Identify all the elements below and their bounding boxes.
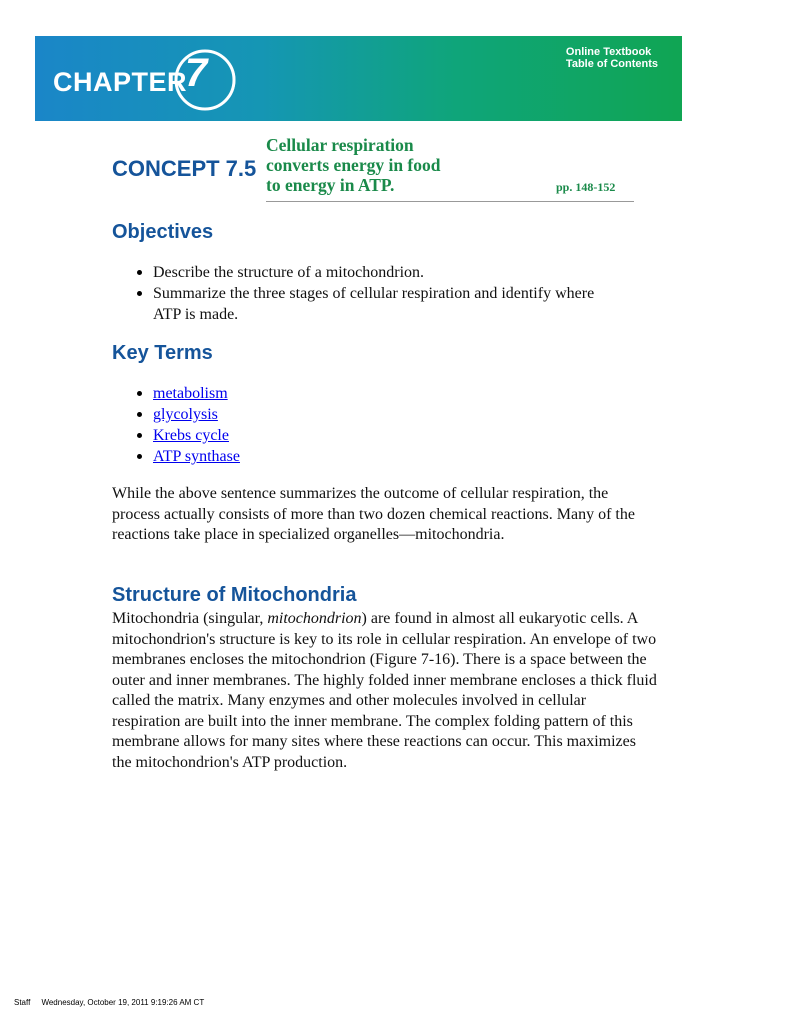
chapter-number-badge bbox=[169, 42, 245, 118]
objectives-heading: Objectives bbox=[112, 221, 214, 243]
structure-italic-term: mitochondrion bbox=[267, 610, 362, 627]
list-item: Summarize the three stages of cellular respiration and identify where ATP is made. bbox=[133, 283, 623, 325]
structure-text-rest: ) are found in almost all eukaryotic cells. A mitochondrion's structure is key to its role in cellular respiration. An envelope of two membranes encloses the mitochondrion (Figure 7-16). There is a space between the outer and inner membranes. The highly folded inner membrane encloses a thick fluid called the matrix. Many enzymes and other molecules involved in cellular respiration are built into the inner membrane. The complex folding pattern of this membrane allows for many sites where these reactions can occur. This maximizes the mitochondrion's ATP production. bbox=[112, 610, 657, 771]
concept-label: CONCEPT 7.5 bbox=[112, 156, 257, 181]
list-item bbox=[133, 383, 433, 404]
structure-text-start: Mitochondria (singular, bbox=[112, 610, 268, 627]
concept-title-line: converts energy in food bbox=[266, 155, 441, 175]
key-terms-heading: Key Terms bbox=[112, 342, 213, 364]
chapter-banner bbox=[35, 36, 682, 121]
concept-divider bbox=[266, 201, 634, 202]
key-term-link-metabolism[interactable]: metabolism bbox=[153, 385, 228, 402]
key-term-link-glycolysis[interactable]: glycolysis bbox=[153, 406, 218, 423]
list-item bbox=[133, 446, 433, 467]
intro-paragraph: While the above sentence summarizes the outcome of cellular respiration, the process actually consists of more than two dozen chemical reactions. Many of the reactions take place in specialized organelles—mitochondria. bbox=[112, 485, 635, 543]
key-terms-list bbox=[133, 383, 433, 467]
structure-paragraph bbox=[112, 609, 657, 773]
footer-author: Staff bbox=[14, 998, 31, 1007]
structure-heading: Structure of Mitochondria bbox=[112, 584, 357, 606]
chapter-number: 7 bbox=[185, 51, 208, 95]
list-item bbox=[133, 404, 433, 425]
page-range: pp. 148-152 bbox=[556, 180, 616, 194]
toc-line-2: Table of Contents bbox=[565, 58, 658, 70]
list-item bbox=[133, 425, 433, 446]
toc-line-1: Online Textbook bbox=[565, 46, 652, 58]
objectives-list bbox=[133, 262, 623, 325]
concept-title-line: Cellular respiration bbox=[266, 135, 414, 155]
page-footer bbox=[14, 998, 204, 1007]
footer-timestamp: Wednesday, October 19, 2011 9:19:26 AM CT bbox=[41, 998, 205, 1007]
concept-title bbox=[266, 135, 526, 195]
table-of-contents-link[interactable] bbox=[566, 46, 658, 70]
chapter-label: CHAPTER bbox=[53, 67, 188, 97]
key-term-link-krebs-cycle[interactable]: Krebs cycle bbox=[153, 427, 229, 444]
key-term-link-atp-synthase[interactable]: ATP synthase bbox=[153, 448, 240, 465]
concept-title-line: to energy in ATP. bbox=[266, 175, 395, 195]
list-item: Describe the structure of a mitochondrion. bbox=[133, 262, 623, 283]
